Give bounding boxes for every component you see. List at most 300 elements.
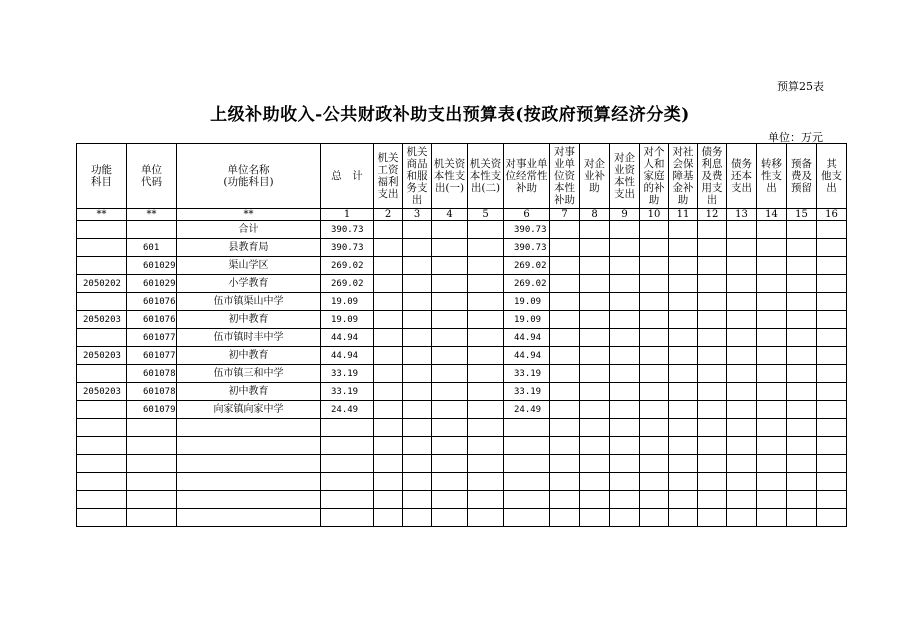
table-cell: [698, 221, 727, 239]
col-debt-principal-header: 债务 还本 支出: [727, 144, 757, 209]
table-cell: [374, 239, 403, 257]
table-cell: [727, 347, 757, 365]
unit-name-cell: [177, 419, 321, 437]
table-cell: [468, 311, 504, 329]
table-cell: [698, 329, 727, 347]
col-total-header: 总 计: [321, 144, 374, 209]
func-subject-cell: [77, 509, 127, 527]
table-cell: [787, 491, 817, 509]
table-cell: [468, 257, 504, 275]
func-subject-cell: [77, 437, 127, 455]
unit-name-cell: 渠山学区: [177, 257, 321, 275]
table-cell: [757, 401, 787, 419]
table-row: [77, 473, 847, 491]
table-cell: [640, 257, 669, 275]
column-index: 1: [321, 209, 374, 221]
table-cell: [610, 455, 640, 473]
table-cell: [580, 455, 610, 473]
table-cell: [669, 347, 698, 365]
table-cell: [432, 311, 468, 329]
total-cell: 33.19: [321, 383, 374, 401]
col-social-security-header: 对社 会保 障基 金补 助: [669, 144, 698, 209]
institution-recurrent-cell: [504, 509, 550, 527]
table-cell: [698, 491, 727, 509]
col-unit-code-header: 单位 代码: [127, 144, 177, 209]
table-cell: [610, 473, 640, 491]
table-cell: [757, 275, 787, 293]
table-cell: [817, 455, 847, 473]
table-cell: [727, 401, 757, 419]
table-cell: [787, 275, 817, 293]
func-subject-cell: [77, 239, 127, 257]
table-cell: [757, 239, 787, 257]
unit-name-cell: 初中教育: [177, 311, 321, 329]
table-row: [77, 455, 847, 473]
unit-name-cell: 合计: [177, 221, 321, 239]
column-index: 8: [580, 209, 610, 221]
table-cell: [640, 347, 669, 365]
unit-code-cell: 601077: [127, 347, 177, 365]
table-row: [77, 239, 847, 257]
col-func-subject-header: 功能 科目: [77, 144, 127, 209]
table-cell: [757, 437, 787, 455]
table-cell: [580, 401, 610, 419]
col-individual-family-header: 对个 人和 家庭 的补 助: [640, 144, 669, 209]
unit-code-cell: [127, 221, 177, 239]
table-cell: [432, 455, 468, 473]
table-cell: [817, 401, 847, 419]
table-cell: [374, 383, 403, 401]
table-cell: [610, 329, 640, 347]
table-cell: [669, 401, 698, 419]
column-index: 14: [757, 209, 787, 221]
table-cell: [757, 383, 787, 401]
table-cell: [640, 293, 669, 311]
table-cell: [727, 257, 757, 275]
column-index: **: [77, 209, 127, 221]
table-row: [77, 275, 847, 293]
column-index: 2: [374, 209, 403, 221]
table-cell: [550, 293, 580, 311]
table-cell: [580, 383, 610, 401]
table-cell: [432, 347, 468, 365]
func-subject-cell: [77, 365, 127, 383]
table-cell: [727, 365, 757, 383]
table-cell: [468, 365, 504, 383]
table-cell: [787, 239, 817, 257]
table-cell: [550, 455, 580, 473]
institution-recurrent-cell: 19.09: [504, 311, 550, 329]
institution-recurrent-cell: 33.19: [504, 383, 550, 401]
table-cell: [610, 239, 640, 257]
unit-name-cell: [177, 473, 321, 491]
total-cell: 24.49: [321, 401, 374, 419]
table-cell: [669, 293, 698, 311]
table-cell: [610, 437, 640, 455]
func-subject-cell: [77, 401, 127, 419]
table-cell: [669, 365, 698, 383]
table-cell: [403, 473, 432, 491]
unit-name-cell: [177, 509, 321, 527]
table-cell: [432, 257, 468, 275]
func-subject-cell: [77, 293, 127, 311]
institution-recurrent-cell: 24.49: [504, 401, 550, 419]
table-cell: [727, 293, 757, 311]
institution-recurrent-cell: [504, 455, 550, 473]
col-unit-name-header: 单位名称 (功能科目): [177, 144, 321, 209]
col-debt-interest-header: 债务 利息 及费 用支 出: [698, 144, 727, 209]
column-index: 7: [550, 209, 580, 221]
table-cell: [580, 257, 610, 275]
table-cell: [403, 221, 432, 239]
table-row: [77, 365, 847, 383]
table-cell: [669, 455, 698, 473]
table-cell: [817, 293, 847, 311]
table-cell: [403, 275, 432, 293]
table-cell: [640, 437, 669, 455]
unit-code-cell: 601076: [127, 293, 177, 311]
col-goods-services-header: 机关 商品 和服 务支 出: [403, 144, 432, 209]
table-cell: [580, 221, 610, 239]
unit-name-cell: 初中教育: [177, 383, 321, 401]
table-row: [77, 491, 847, 509]
table-cell: [432, 401, 468, 419]
table-cell: [580, 437, 610, 455]
table-cell: [787, 365, 817, 383]
table-cell: [787, 293, 817, 311]
table-cell: [727, 509, 757, 527]
col-reserve-header: 预备 费及 预留: [787, 144, 817, 209]
column-index: 12: [698, 209, 727, 221]
table-cell: [432, 329, 468, 347]
table-cell: [468, 491, 504, 509]
table-cell: [669, 275, 698, 293]
table-cell: [669, 239, 698, 257]
table-cell: [374, 275, 403, 293]
table-cell: [580, 419, 610, 437]
table-cell: [468, 275, 504, 293]
total-cell: 33.19: [321, 365, 374, 383]
unit-code-cell: [127, 437, 177, 455]
table-cell: [550, 257, 580, 275]
table-row: [77, 257, 847, 275]
unit-name-cell: 伍市镇渠山中学: [177, 293, 321, 311]
table-cell: [374, 473, 403, 491]
table-cell: [640, 365, 669, 383]
table-cell: [757, 221, 787, 239]
total-cell: [321, 509, 374, 527]
table-cell: [669, 329, 698, 347]
func-subject-cell: 2050202: [77, 275, 127, 293]
table-cell: [550, 419, 580, 437]
table-cell: [403, 419, 432, 437]
column-index: 10: [640, 209, 669, 221]
budget-table: [76, 143, 847, 527]
institution-recurrent-cell: 390.73: [504, 221, 550, 239]
table-cell: [727, 383, 757, 401]
table-cell: [757, 455, 787, 473]
table-row: [77, 437, 847, 455]
institution-recurrent-cell: [504, 473, 550, 491]
table-cell: [669, 437, 698, 455]
table-cell: [640, 239, 669, 257]
table-cell: [610, 221, 640, 239]
institution-recurrent-cell: 19.09: [504, 293, 550, 311]
table-cell: [698, 257, 727, 275]
institution-recurrent-cell: [504, 419, 550, 437]
table-cell: [580, 365, 610, 383]
table-cell: [669, 473, 698, 491]
table-cell: [610, 257, 640, 275]
table-cell: [432, 221, 468, 239]
table-cell: [669, 311, 698, 329]
table-cell: [698, 401, 727, 419]
unit-code-cell: [127, 419, 177, 437]
table-cell: [669, 419, 698, 437]
table-cell: [610, 401, 640, 419]
table-cell: [727, 311, 757, 329]
table-cell: [787, 257, 817, 275]
unit-name-cell: 小学教育: [177, 275, 321, 293]
unit-name-cell: [177, 491, 321, 509]
table-cell: [787, 383, 817, 401]
table-cell: [432, 509, 468, 527]
table-cell: [817, 257, 847, 275]
table-cell: [610, 365, 640, 383]
table-cell: [432, 437, 468, 455]
total-cell: [321, 455, 374, 473]
col-staff-welfare-header: 机关 工资 福利 支出: [374, 144, 403, 209]
column-index: 11: [669, 209, 698, 221]
table-cell: [468, 437, 504, 455]
col-other-header: 其 他支 出: [817, 144, 847, 209]
table-cell: [550, 491, 580, 509]
table-cell: [669, 509, 698, 527]
table-row: [77, 401, 847, 419]
table-cell: [550, 473, 580, 491]
table-cell: [374, 509, 403, 527]
table-cell: [468, 221, 504, 239]
table-cell: [468, 347, 504, 365]
table-cell: [757, 311, 787, 329]
table-cell: [727, 419, 757, 437]
table-cell: [550, 383, 580, 401]
table-cell: [727, 221, 757, 239]
table-cell: [698, 293, 727, 311]
column-index: 5: [468, 209, 504, 221]
table-cell: [580, 347, 610, 365]
table-cell: [698, 347, 727, 365]
table-cell: [787, 311, 817, 329]
table-cell: [640, 329, 669, 347]
unit-code-cell: [127, 491, 177, 509]
table-cell: [610, 383, 640, 401]
table-cell: [550, 221, 580, 239]
table-cell: [550, 401, 580, 419]
table-cell: [403, 383, 432, 401]
table-cell: [374, 437, 403, 455]
table-cell: [698, 275, 727, 293]
table-cell: [698, 239, 727, 257]
table-cell: [787, 437, 817, 455]
total-cell: [321, 437, 374, 455]
table-cell: [432, 293, 468, 311]
table-row: [77, 347, 847, 365]
unit-code-cell: 601029: [127, 275, 177, 293]
unit-code-cell: 601076: [127, 311, 177, 329]
table-cell: [817, 491, 847, 509]
table-cell: [374, 491, 403, 509]
table-cell: [550, 239, 580, 257]
table-cell: [403, 365, 432, 383]
unit-name-cell: 初中教育: [177, 347, 321, 365]
table-cell: [757, 419, 787, 437]
table-row: [77, 329, 847, 347]
institution-recurrent-cell: [504, 437, 550, 455]
table-cell: [698, 311, 727, 329]
table-cell: [610, 275, 640, 293]
table-cell: [403, 401, 432, 419]
func-subject-cell: [77, 257, 127, 275]
table-cell: [669, 383, 698, 401]
table-cell: [640, 311, 669, 329]
unit-name-cell: 伍市镇三和中学: [177, 365, 321, 383]
table-cell: [757, 347, 787, 365]
unit-name-cell: [177, 455, 321, 473]
table-cell: [468, 401, 504, 419]
func-subject-cell: [77, 491, 127, 509]
total-cell: 19.09: [321, 293, 374, 311]
table-cell: [610, 311, 640, 329]
table-cell: [468, 509, 504, 527]
table-cell: [640, 473, 669, 491]
table-cell: [403, 329, 432, 347]
table-cell: [374, 401, 403, 419]
total-cell: 390.73: [321, 221, 374, 239]
table-cell: [787, 347, 817, 365]
table-row: [77, 311, 847, 329]
institution-recurrent-cell: 44.94: [504, 347, 550, 365]
column-index: **: [127, 209, 177, 221]
table-cell: [817, 473, 847, 491]
unit-code-cell: 601078: [127, 383, 177, 401]
total-cell: 19.09: [321, 311, 374, 329]
table-cell: [787, 509, 817, 527]
table-cell: [468, 455, 504, 473]
column-index: 15: [787, 209, 817, 221]
unit-code-cell: 601078: [127, 365, 177, 383]
table-cell: [580, 311, 610, 329]
table-cell: [468, 419, 504, 437]
table-cell: [698, 509, 727, 527]
table-cell: [610, 347, 640, 365]
total-cell: 390.73: [321, 239, 374, 257]
institution-recurrent-cell: 390.73: [504, 239, 550, 257]
table-cell: [610, 293, 640, 311]
col-enterprise-capital-header: 对企 业资 本性 支出: [610, 144, 640, 209]
column-index: 13: [727, 209, 757, 221]
unit-code-cell: [127, 455, 177, 473]
table-cell: [403, 239, 432, 257]
table-cell: [817, 239, 847, 257]
table-cell: [550, 365, 580, 383]
table-cell: [817, 275, 847, 293]
table-cell: [580, 293, 610, 311]
table-cell: [727, 329, 757, 347]
total-cell: 269.02: [321, 257, 374, 275]
table-cell: [817, 383, 847, 401]
table-cell: [698, 365, 727, 383]
table-cell: [817, 329, 847, 347]
institution-recurrent-cell: 269.02: [504, 275, 550, 293]
table-cell: [817, 365, 847, 383]
col-transfer-header: 转移 性支 出: [757, 144, 787, 209]
table-cell: [698, 419, 727, 437]
unit-code-cell: 601077: [127, 329, 177, 347]
column-index: 3: [403, 209, 432, 221]
table-row: [77, 221, 847, 239]
table-cell: [403, 257, 432, 275]
table-cell: [432, 473, 468, 491]
table-cell: [374, 257, 403, 275]
table-cell: [468, 239, 504, 257]
table-cell: [403, 311, 432, 329]
table-cell: [757, 257, 787, 275]
table-cell: [550, 509, 580, 527]
table-cell: [374, 347, 403, 365]
table-cell: [787, 221, 817, 239]
table-cell: [640, 221, 669, 239]
table-cell: [403, 509, 432, 527]
institution-recurrent-cell: 33.19: [504, 365, 550, 383]
table-cell: [698, 455, 727, 473]
table-cell: [787, 401, 817, 419]
table-cell: [374, 365, 403, 383]
page-title: 上级补助收入-公共财政补助支出预算表(按政府预算经济分类): [210, 105, 690, 125]
table-cell: [374, 455, 403, 473]
table-cell: [817, 311, 847, 329]
unit-code-cell: 601029: [127, 257, 177, 275]
table-cell: [468, 293, 504, 311]
table-cell: [403, 437, 432, 455]
table-cell: [787, 419, 817, 437]
table-cell: [610, 491, 640, 509]
table-cell: [817, 509, 847, 527]
func-subject-cell: [77, 473, 127, 491]
institution-recurrent-cell: 44.94: [504, 329, 550, 347]
table-cell: [432, 491, 468, 509]
table-cell: [727, 275, 757, 293]
col-enterprise-subsidy-header: 对企 业补 助: [580, 144, 610, 209]
table-cell: [432, 239, 468, 257]
table-cell: [727, 491, 757, 509]
table-cell: [787, 473, 817, 491]
table-cell: [727, 455, 757, 473]
func-subject-cell: [77, 455, 127, 473]
table-cell: [669, 491, 698, 509]
table-row: [77, 383, 847, 401]
table-cell: [757, 491, 787, 509]
institution-recurrent-cell: [504, 491, 550, 509]
table-cell: [468, 383, 504, 401]
table-cell: [374, 311, 403, 329]
table-cell: [550, 275, 580, 293]
table-cell: [640, 275, 669, 293]
table-cell: [580, 491, 610, 509]
table-cell: [580, 509, 610, 527]
table-cell: [374, 293, 403, 311]
table-cell: [727, 239, 757, 257]
